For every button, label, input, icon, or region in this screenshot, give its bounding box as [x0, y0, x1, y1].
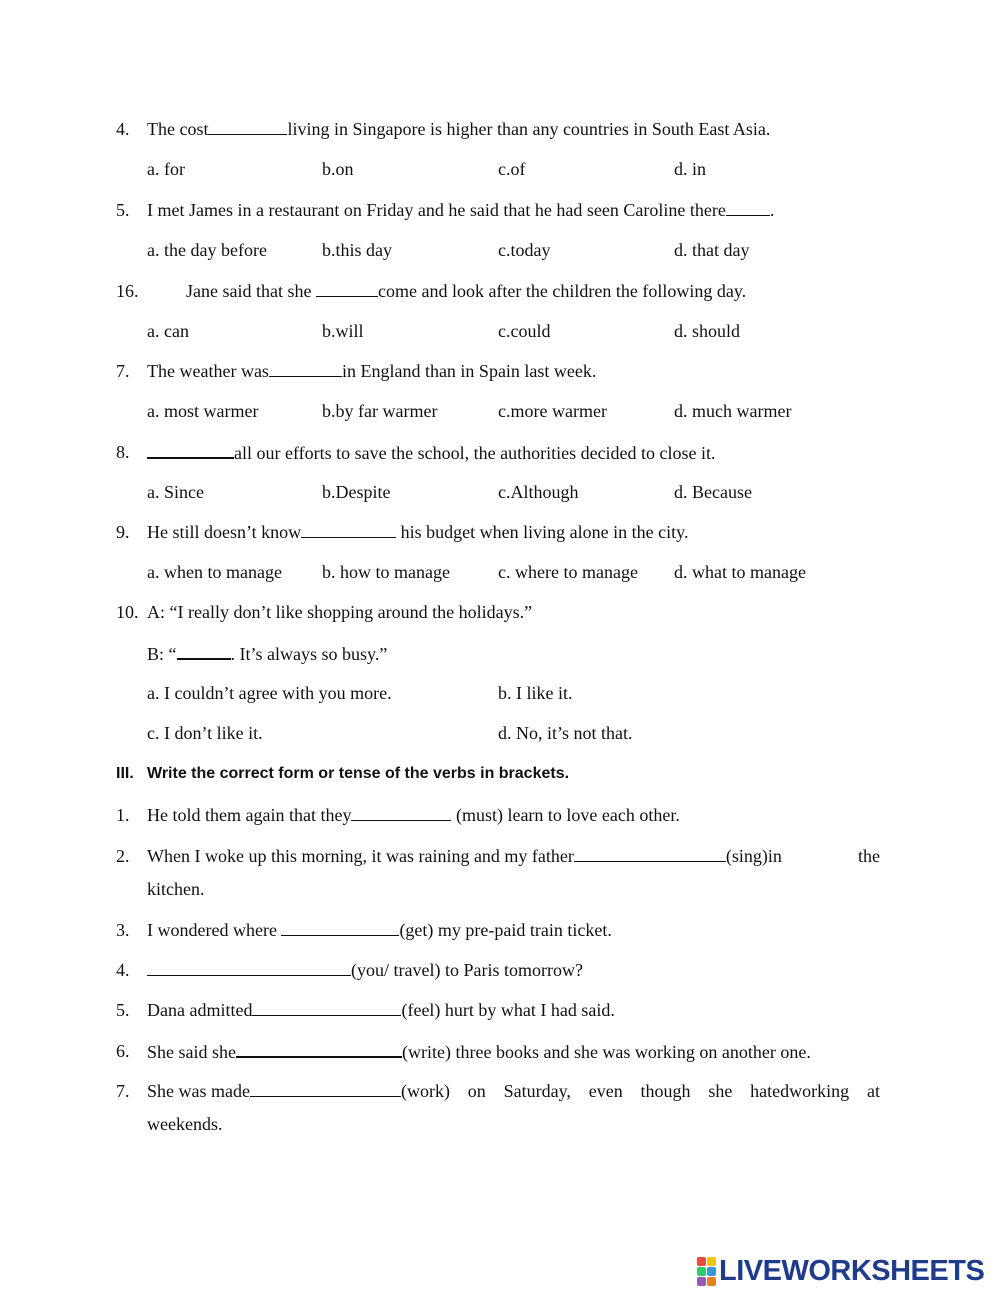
- question-number: 4.: [116, 960, 130, 980]
- option-c[interactable]: c.of: [498, 159, 526, 179]
- option-d[interactable]: d. much warmer: [674, 401, 792, 421]
- option-d[interactable]: d. what to manage: [674, 562, 806, 582]
- option-a[interactable]: a. can: [147, 321, 189, 341]
- option-d[interactable]: d. Because: [674, 482, 752, 502]
- option-a[interactable]: a. when to manage: [147, 562, 282, 582]
- option-b[interactable]: b. how to manage: [322, 562, 450, 582]
- answer-blank[interactable]: [236, 1040, 402, 1058]
- question-number: 9.: [116, 522, 130, 542]
- option-c[interactable]: c.today: [498, 240, 551, 260]
- question-number: 4.: [116, 119, 130, 139]
- question-text: I met James in a restaurant on Friday and he said that he had seen Caroline there: [147, 200, 726, 220]
- question-text: come and look after the children the following day.: [377, 281, 747, 301]
- option-c[interactable]: c.more warmer: [498, 401, 607, 421]
- question-number: 5.: [116, 200, 130, 220]
- question-text: Jane said that she: [186, 281, 316, 301]
- question-text: She said she: [147, 1042, 236, 1062]
- question-text: hatedworking: [750, 1081, 850, 1101]
- question-text: in England than in Spain last week.: [341, 361, 597, 381]
- option-c[interactable]: c.could: [498, 321, 551, 341]
- section-title: Write the correct form or tense of the verbs in brackets.: [147, 765, 570, 782]
- answer-blank[interactable]: [574, 845, 726, 862]
- answer-blank[interactable]: [147, 959, 351, 976]
- option-b[interactable]: b.by far warmer: [322, 401, 438, 421]
- option-d[interactable]: d. should: [674, 321, 741, 341]
- question-text: she: [708, 1081, 733, 1101]
- question-text: (sing)in: [725, 846, 782, 866]
- question-text: even: [588, 1081, 623, 1101]
- question-number: 3.: [116, 920, 130, 940]
- option-b[interactable]: b.this day: [322, 240, 392, 260]
- option-a[interactable]: a. most warmer: [147, 401, 259, 421]
- question-number: 7.: [116, 1081, 130, 1101]
- answer-blank[interactable]: [351, 804, 451, 821]
- verb-question-7-continuation: weekends.: [147, 1114, 223, 1134]
- answer-blank[interactable]: [147, 441, 234, 459]
- answer-blank[interactable]: [726, 199, 770, 216]
- question-text: He still doesn’t know: [147, 522, 302, 542]
- answer-blank[interactable]: [301, 521, 396, 538]
- question-text: living in Singapore is higher than any countries in South East Asia.: [287, 119, 771, 139]
- option-d[interactable]: d. that day: [674, 240, 750, 260]
- question-text: Dana admitted: [147, 1000, 253, 1020]
- question-number: 16.: [116, 281, 139, 301]
- option-a[interactable]: a. the day before: [147, 240, 267, 260]
- question-text: his budget when living alone in the city.: [396, 522, 689, 542]
- question-number: 10.: [116, 602, 139, 622]
- question-text: The weather was: [147, 361, 269, 381]
- option-a[interactable]: a. for: [147, 159, 185, 179]
- question-number: 7.: [116, 361, 130, 381]
- question-number: 2.: [116, 846, 130, 866]
- question-text: She was made: [147, 1081, 250, 1101]
- question-text: all our efforts to save the school, the authorities decided to close it.: [234, 443, 716, 463]
- question-text: though: [640, 1081, 691, 1101]
- question-text: (you/ travel) to Paris tomorrow?: [351, 960, 583, 980]
- dialogue-line-a: A: “I really don’t like shopping around the holidays.”: [147, 602, 533, 622]
- question-text: When I woke up this morning, it was raining and my father: [147, 846, 574, 866]
- option-b[interactable]: b.will: [322, 321, 364, 341]
- dialogue-text: . It’s always so busy.”: [230, 644, 388, 664]
- question-text: the: [858, 846, 880, 866]
- question-number: 6.: [116, 1041, 130, 1061]
- question-number: 5.: [116, 1000, 130, 1020]
- question-number: 8.: [116, 442, 130, 462]
- answer-blank[interactable]: [252, 999, 401, 1016]
- logo-blocks-icon: [697, 1257, 716, 1286]
- question-text: (feel) hurt by what I had said.: [401, 1000, 615, 1020]
- question-text: (write) three books and she was working on another one.: [402, 1042, 811, 1062]
- question-text: The cost: [147, 119, 209, 139]
- answer-blank[interactable]: [281, 919, 399, 936]
- option-b[interactable]: b.on: [322, 159, 354, 179]
- question-text: (work): [400, 1081, 450, 1101]
- answer-blank[interactable]: [250, 1080, 401, 1097]
- answer-blank[interactable]: [316, 280, 378, 297]
- question-text: (get) my pre-paid train ticket.: [399, 920, 612, 940]
- question-text: He told them again that they: [147, 805, 352, 825]
- question-text: Saturday,: [503, 1081, 571, 1101]
- liveworksheets-logo: [697, 1256, 984, 1286]
- option-a[interactable]: a. I couldn’t agree with you more.: [147, 683, 392, 703]
- section-heading: [116, 763, 570, 785]
- option-c[interactable]: c. where to manage: [498, 562, 638, 582]
- question-text: (must) learn to love each other.: [451, 805, 680, 825]
- option-b[interactable]: b. I like it.: [498, 683, 573, 703]
- logo-text: LIVEWORKSHEETS: [719, 1254, 985, 1287]
- question-text: at: [866, 1081, 880, 1101]
- section-number: III.: [116, 765, 134, 782]
- question-text: .: [769, 200, 775, 220]
- answer-blank[interactable]: [177, 642, 231, 660]
- option-b[interactable]: b.Despite: [322, 482, 391, 502]
- option-c[interactable]: c. I don’t like it.: [147, 723, 263, 743]
- answer-blank[interactable]: [269, 360, 342, 377]
- option-c[interactable]: c.Although: [498, 482, 579, 502]
- question-number: 1.: [116, 805, 130, 825]
- answer-blank[interactable]: [208, 118, 287, 135]
- option-a[interactable]: a. Since: [147, 482, 204, 502]
- option-d[interactable]: d. in: [674, 159, 707, 179]
- dialogue-text: B: “: [147, 644, 177, 664]
- question-text: I wondered where: [147, 920, 282, 940]
- verb-question-2-continuation: kitchen.: [147, 879, 205, 899]
- question-text: on: [467, 1081, 486, 1101]
- option-d[interactable]: d. No, it’s not that.: [498, 723, 633, 743]
